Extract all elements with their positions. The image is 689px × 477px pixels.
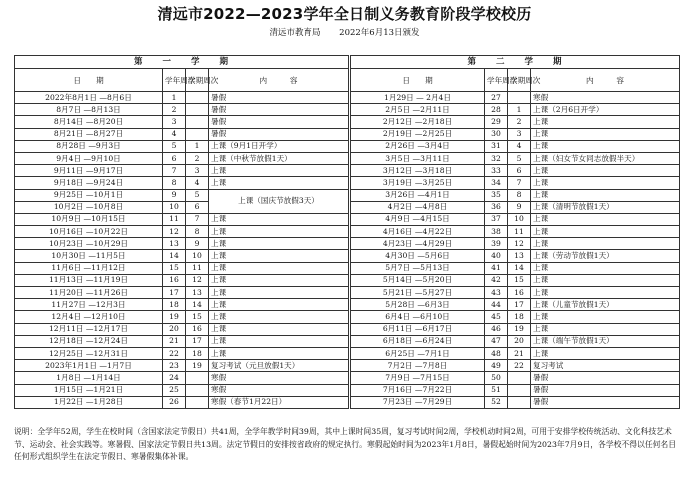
school-week-cell: 40 (485, 250, 508, 262)
table-row (351, 287, 680, 299)
school-week-cell: 21 (163, 335, 186, 347)
school-week-cell: 49 (485, 360, 508, 372)
school-week-cell: 8 (163, 177, 186, 189)
term-week-cell: 2 (186, 152, 209, 164)
content-cell: 上课 (531, 165, 680, 177)
semester-1-table (14, 55, 349, 409)
content-cell: 上课（儿童节放假1天） (531, 299, 680, 311)
table-row (351, 372, 680, 384)
date-cell: 3月12日 —3月18日 (351, 165, 485, 177)
date-cell: 3月5日 —3月11日 (351, 152, 485, 164)
content-cell: 上课 (531, 347, 680, 359)
content-cell: 上课（妇女节女同志放假半天） (531, 152, 680, 164)
term-week-cell: 7 (186, 213, 209, 225)
column-header-school-week: 学年周次 (163, 69, 186, 92)
term-week-cell: 17 (186, 335, 209, 347)
date-cell: 6月25日 —7月1日 (351, 347, 485, 359)
school-week-cell: 7 (163, 165, 186, 177)
date-cell: 11月13日 —11月19日 (15, 274, 163, 286)
date-cell: 5月14日 —5月20日 (351, 274, 485, 286)
term-week-cell: 16 (508, 287, 531, 299)
date-cell: 10月16日 —10月22日 (15, 226, 163, 238)
content-cell: 上课（劳动节放假1天） (531, 250, 680, 262)
date-cell: 8月7日 —8月13日 (15, 104, 163, 116)
date-cell: 5月7日 —5月13日 (351, 262, 485, 274)
term-week-cell: 19 (186, 360, 209, 372)
date-cell: 1月22日 —1月28日 (15, 396, 163, 408)
date-cell: 12月18日 —12月24日 (15, 335, 163, 347)
term-week-cell: 14 (508, 262, 531, 274)
table-row (351, 274, 680, 286)
table-row (351, 262, 680, 274)
date-cell: 3月19日 —3月25日 (351, 177, 485, 189)
school-week-cell: 23 (163, 360, 186, 372)
content-cell: 上课（端午节放假1天） (531, 335, 680, 347)
table-row (15, 335, 349, 347)
content-cell: 暑假 (531, 372, 680, 384)
content-cell: 上课 (531, 140, 680, 152)
table-row (351, 104, 680, 116)
term-week-cell (186, 384, 209, 396)
date-cell: 7月2日 —7月8日 (351, 360, 485, 372)
school-week-cell: 20 (163, 323, 186, 335)
school-week-cell: 30 (485, 128, 508, 140)
table-row (15, 116, 349, 128)
content-cell: 上课 (531, 274, 680, 286)
term-week-cell: 22 (508, 360, 531, 372)
table-row (351, 177, 680, 189)
term-week-cell: 4 (508, 140, 531, 152)
content-cell: 上课 (209, 165, 349, 177)
date-cell: 11月6日 —11月12日 (15, 262, 163, 274)
date-cell: 5月28日 —6月3日 (351, 299, 485, 311)
semester-label: 第 一 学 期 (15, 56, 349, 69)
school-week-cell: 36 (485, 201, 508, 213)
school-week-cell: 51 (485, 384, 508, 396)
date-cell: 1月29日 — 2月4日 (351, 92, 485, 104)
term-week-cell (508, 92, 531, 104)
date-cell: 11月20日 —11月26日 (15, 287, 163, 299)
school-week-cell: 1 (163, 92, 186, 104)
content-cell: 寒假 (209, 372, 349, 384)
content-cell: 上课 (531, 128, 680, 140)
table-row (351, 335, 680, 347)
school-week-cell: 4 (163, 128, 186, 140)
school-week-cell: 19 (163, 311, 186, 323)
school-week-cell: 43 (485, 287, 508, 299)
table-row (15, 287, 349, 299)
date-cell: 6月11日 —6月17日 (351, 323, 485, 335)
date-cell: 12月11日 —12月17日 (15, 323, 163, 335)
date-cell: 4月9日 —4月15日 (351, 213, 485, 225)
table-row (15, 372, 349, 384)
content-cell: 上课 (531, 177, 680, 189)
content-cell: 暑假 (209, 92, 349, 104)
content-cell: 上课 (209, 213, 349, 225)
school-week-cell: 10 (163, 201, 186, 213)
term-week-cell: 7 (508, 177, 531, 189)
content-cell: 上课（9月1日开学） (209, 140, 349, 152)
school-week-cell: 26 (163, 396, 186, 408)
content-cell: 暑假 (209, 104, 349, 116)
note: 说明：全学年52周，学生在校时间（含国家法定节假日）共41周，全学年教学时间39周，其中上课时间35周，复习考试时间2周，学校机动时间2周，可用于安排学校传统活动、文化科技艺术节、运动会、社会实践等。寒暑假、国家法定节假日共13周。法定节假日的安排按省政府的规定执行。寒假起始时间为2023年1月8日，暑假起始时间为2023年7月9日，各学校不得以任何名目任何形式组织学生在法定节假日、寒暑假集体补课。 (14, 427, 677, 461)
date-cell: 4月16日 —4月22日 (351, 226, 485, 238)
issuer: 清远市教育局 (269, 28, 321, 38)
school-week-cell: 17 (163, 287, 186, 299)
school-week-cell: 22 (163, 347, 186, 359)
content-cell: 上课 (209, 250, 349, 262)
term-week-cell: 11 (508, 226, 531, 238)
term-week-cell (186, 116, 209, 128)
content-cell: 上课 (209, 226, 349, 238)
table-row (351, 250, 680, 262)
school-week-cell: 48 (485, 347, 508, 359)
school-week-cell: 31 (485, 140, 508, 152)
school-week-cell: 3 (163, 116, 186, 128)
table-row (351, 226, 680, 238)
date-cell: 10月2日 —10月8日 (15, 201, 163, 213)
school-week-cell: 14 (163, 250, 186, 262)
table-row (15, 299, 349, 311)
term-week-cell (186, 396, 209, 408)
term-week-cell: 15 (508, 274, 531, 286)
table-row (15, 323, 349, 335)
table-row (15, 347, 349, 359)
date-cell: 11月27日 —12月3日 (15, 299, 163, 311)
table-row (15, 384, 349, 396)
content-cell: 寒假 (531, 92, 680, 104)
date-cell: 6月18日 —6月24日 (351, 335, 485, 347)
content-cell: 上课 (209, 262, 349, 274)
semester-label: 第 二 学 期 (351, 56, 680, 69)
content-cell: 复习考试（元旦放假1天） (209, 360, 349, 372)
content-cell: 上课（清明节放假1天） (531, 201, 680, 213)
date-cell: 1月8日 —1月14日 (15, 372, 163, 384)
table-row (15, 128, 349, 140)
column-header-term-week: 学期周次 (508, 69, 531, 92)
content-cell: 上课 (209, 323, 349, 335)
school-week-cell: 46 (485, 323, 508, 335)
date-cell: 2月5日 —2月11日 (351, 104, 485, 116)
school-week-cell: 24 (163, 372, 186, 384)
table-row (351, 396, 680, 408)
content-cell: 上课 (209, 311, 349, 323)
term-week-cell: 18 (508, 311, 531, 323)
date-cell: 9月4日 —9月10日 (15, 152, 163, 164)
date-cell: 10月30日 —11月5日 (15, 250, 163, 262)
content-cell: 上课 (209, 335, 349, 347)
school-week-cell: 11 (163, 213, 186, 225)
column-header-content: 内 容 (209, 69, 349, 92)
term-week-cell: 16 (186, 323, 209, 335)
term-week-cell: 8 (508, 189, 531, 201)
school-week-cell: 41 (485, 262, 508, 274)
date-cell: 5月21日 —5月27日 (351, 287, 485, 299)
table-row (15, 152, 349, 164)
column-header-content: 内 容 (531, 69, 680, 92)
content-cell: 上课 (531, 323, 680, 335)
content-cell: 暑假 (209, 128, 349, 140)
term-week-cell: 6 (508, 165, 531, 177)
date-cell: 9月18日 —9月24日 (15, 177, 163, 189)
content-cell: 上课 (531, 311, 680, 323)
term-week-cell: 13 (186, 287, 209, 299)
date-cell: 9月25日 —10月1日 (15, 189, 163, 201)
term-week-cell: 9 (508, 201, 531, 213)
term-week-cell: 10 (508, 213, 531, 225)
content-cell: 上课 (531, 238, 680, 250)
content-cell: 上课 (209, 274, 349, 286)
column-header-term-week: 学期周次 (186, 69, 209, 92)
term-week-cell: 18 (186, 347, 209, 359)
content-cell: 上课 (531, 189, 680, 201)
term-week-cell: 11 (186, 262, 209, 274)
content-cell: 上课 (209, 287, 349, 299)
date-cell: 2月12日 —2月18日 (351, 116, 485, 128)
table-row (351, 189, 680, 201)
term-week-cell: 14 (186, 299, 209, 311)
date-cell: 8月14日 —8月20日 (15, 116, 163, 128)
table-row (15, 274, 349, 286)
school-week-cell: 42 (485, 274, 508, 286)
term-week-cell: 10 (186, 250, 209, 262)
term-week-cell: 12 (508, 238, 531, 250)
table-row (15, 165, 349, 177)
school-week-cell: 29 (485, 116, 508, 128)
table-row (15, 360, 349, 372)
table-row (15, 250, 349, 262)
content-cell: 上课 (531, 262, 680, 274)
date-cell: 9月11日 —9月17日 (15, 165, 163, 177)
date-cell: 2023年1月1日 —1月7日 (15, 360, 163, 372)
table-row (351, 360, 680, 372)
table-row (351, 165, 680, 177)
term-week-cell: 15 (186, 311, 209, 323)
date-cell: 4月23日 —4月29日 (351, 238, 485, 250)
page-title: 清远市2022—2023学年全日制义务教育阶段学校校历 (157, 5, 532, 23)
term-week-cell: 21 (508, 347, 531, 359)
table-row (351, 140, 680, 152)
content-cell: 寒假 (209, 384, 349, 396)
school-week-cell: 25 (163, 384, 186, 396)
table-row (15, 262, 349, 274)
date-cell: 2月26日 —3月4日 (351, 140, 485, 152)
term-week-cell: 13 (508, 250, 531, 262)
term-week-cell: 6 (186, 201, 209, 213)
content-cell: 上课（中秋节放假1天） (209, 152, 349, 164)
date-cell: 4月2日 —4月8日 (351, 201, 485, 213)
table-row (15, 177, 349, 189)
term-week-cell: 17 (508, 299, 531, 311)
content-cell: 上课 (209, 177, 349, 189)
date-cell: 2月19日 —2月25日 (351, 128, 485, 140)
table-row (15, 396, 349, 408)
table-row (351, 128, 680, 140)
term-week-cell: 20 (508, 335, 531, 347)
school-week-cell: 5 (163, 140, 186, 152)
school-week-cell: 27 (485, 92, 508, 104)
school-week-cell: 32 (485, 152, 508, 164)
school-week-cell: 50 (485, 372, 508, 384)
term-week-cell: 9 (186, 238, 209, 250)
term-week-cell: 12 (186, 274, 209, 286)
date-cell: 8月28日 —9月3日 (15, 140, 163, 152)
term-week-cell: 2 (508, 116, 531, 128)
table-row (351, 152, 680, 164)
table-row (351, 347, 680, 359)
date-cell: 1月15日 —1月21日 (15, 384, 163, 396)
table-row (15, 213, 349, 225)
school-week-cell: 18 (163, 299, 186, 311)
issue-date: 2022年6月13日颁发 (339, 28, 420, 38)
content-cell: 上课 (209, 347, 349, 359)
term-week-cell: 4 (186, 177, 209, 189)
term-week-cell: 8 (186, 226, 209, 238)
school-week-cell: 12 (163, 226, 186, 238)
content-cell: 上课 (531, 287, 680, 299)
content-cell: 上课 (209, 299, 349, 311)
term-week-cell: 5 (186, 189, 209, 201)
term-week-cell (186, 92, 209, 104)
term-week-cell (508, 396, 531, 408)
table-row (15, 226, 349, 238)
school-week-cell: 9 (163, 189, 186, 201)
term-week-cell: 3 (508, 128, 531, 140)
table-row (351, 116, 680, 128)
date-cell: 10月23日 —10月29日 (15, 238, 163, 250)
subtitle (0, 26, 689, 38)
date-cell: 6月4日 —6月10日 (351, 311, 485, 323)
date-cell: 7月9日 —7月15日 (351, 372, 485, 384)
column-header-school-week: 学年周次 (485, 69, 508, 92)
school-week-cell: 44 (485, 299, 508, 311)
term-week-cell (508, 384, 531, 396)
content-cell: 寒假（春节1月22日） (209, 396, 349, 408)
school-week-cell: 15 (163, 262, 186, 274)
date-cell: 2022年8月1日 —8月6日 (15, 92, 163, 104)
date-cell: 10月9日 —10月15日 (15, 213, 163, 225)
table-row (351, 213, 680, 225)
date-cell: 3月26日 —4月1日 (351, 189, 485, 201)
semester-2-table (350, 55, 680, 409)
column-header-date: 日 期 (351, 69, 485, 92)
table-row (351, 238, 680, 250)
school-week-cell: 52 (485, 396, 508, 408)
term-week-cell: 5 (508, 152, 531, 164)
school-week-cell: 6 (163, 152, 186, 164)
school-week-cell: 16 (163, 274, 186, 286)
term-week-cell: 1 (186, 140, 209, 152)
table-row (351, 92, 680, 104)
school-week-cell: 13 (163, 238, 186, 250)
content-cell: 上课（2月6日开学） (531, 104, 680, 116)
table-row (15, 311, 349, 323)
date-cell: 12月4日 —12月10日 (15, 311, 163, 323)
date-cell: 12月25日 —12月31日 (15, 347, 163, 359)
table-row (351, 299, 680, 311)
school-week-cell: 34 (485, 177, 508, 189)
table-row (15, 104, 349, 116)
school-week-cell: 35 (485, 189, 508, 201)
table-row (351, 311, 680, 323)
content-cell: 上课 (531, 213, 680, 225)
column-header-date: 日 期 (15, 69, 163, 92)
table-row (351, 201, 680, 213)
term-week-cell: 1 (508, 104, 531, 116)
table-row (351, 323, 680, 335)
content-cell: 复习考试 (531, 360, 680, 372)
table-row (15, 189, 349, 201)
date-cell: 7月16日 —7月22日 (351, 384, 485, 396)
school-week-cell: 28 (485, 104, 508, 116)
school-week-cell: 39 (485, 238, 508, 250)
content-cell: 上课 (531, 226, 680, 238)
table-row (15, 92, 349, 104)
content-cell: 暑假 (531, 384, 680, 396)
term-week-cell: 3 (186, 165, 209, 177)
date-cell: 7月23日 —7月29日 (351, 396, 485, 408)
term-week-cell (186, 372, 209, 384)
date-cell: 4月30日 —5月6日 (351, 250, 485, 262)
school-week-cell: 47 (485, 335, 508, 347)
table-row (15, 140, 349, 152)
term-week-cell: 19 (508, 323, 531, 335)
table-row (15, 238, 349, 250)
school-week-cell: 38 (485, 226, 508, 238)
school-week-cell: 2 (163, 104, 186, 116)
term-week-cell (186, 104, 209, 116)
content-cell: 上课 (209, 238, 349, 250)
content-cell: 暑假 (531, 396, 680, 408)
content-cell: 上课 (531, 116, 680, 128)
content-cell: 暑假 (209, 116, 349, 128)
term-week-cell (508, 372, 531, 384)
school-week-cell: 33 (485, 165, 508, 177)
table-row (351, 384, 680, 396)
term-week-cell (186, 128, 209, 140)
content-cell-merged: 上课（国庆节放假3天） (209, 189, 349, 213)
school-week-cell: 37 (485, 213, 508, 225)
date-cell: 8月21日 —8月27日 (15, 128, 163, 140)
school-week-cell: 45 (485, 311, 508, 323)
